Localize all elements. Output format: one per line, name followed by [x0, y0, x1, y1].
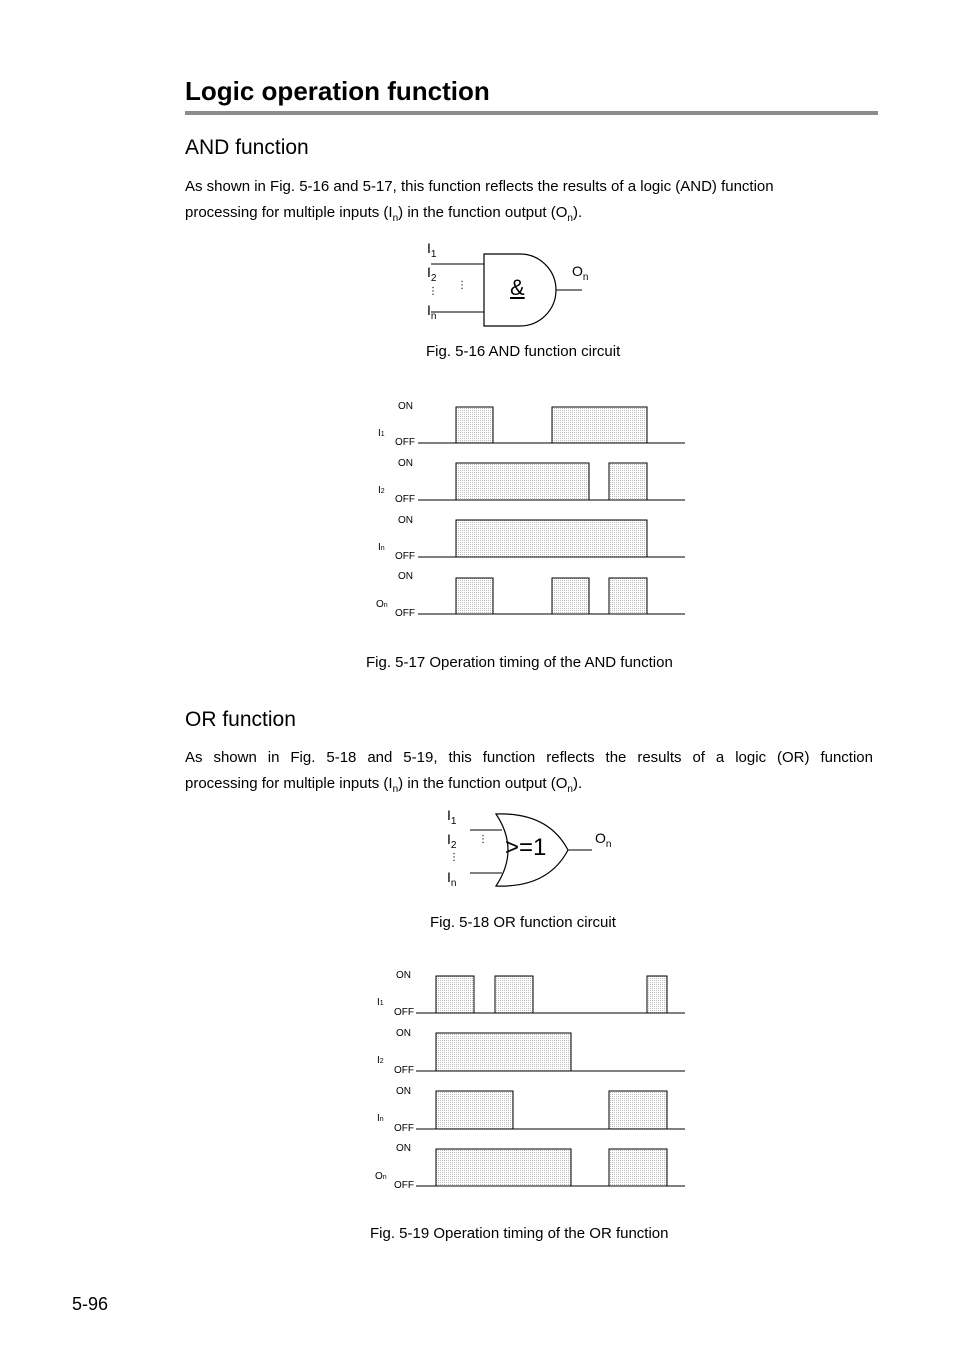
and-in-off-label: OFF	[395, 551, 415, 562]
or-i1-off-label: OFF	[394, 1007, 414, 1018]
and-paragraph-line2: processing for multiple inputs $(I_n)$ in the function output $(O_n)$.	[185, 204, 583, 224]
page-number: 5-96	[72, 1294, 109, 1314]
or-i1-pulse	[436, 976, 474, 1013]
or-gate-dots-inner: ⋮	[478, 834, 488, 845]
or-i1-signal-label: I1	[377, 997, 384, 1008]
and-heading: AND function	[185, 136, 309, 159]
and-in-signal-label: In	[378, 542, 385, 553]
and-on-on-label: ON	[398, 571, 413, 582]
and-gate-symbol: &	[510, 275, 525, 300]
or-i2-signal-label: I2	[377, 1055, 384, 1066]
or-paragraph-line1: As shown in Fig. 5-18 and 5-19, this function reflects the results of a logic (OR) function	[185, 749, 873, 766]
or-heading: OR function	[185, 708, 296, 731]
and-i2-on-label: ON	[398, 458, 413, 469]
and-circuit-caption: Fig. 5-16 AND function circuit	[426, 343, 621, 360]
or-in-off-label: OFF	[394, 1123, 414, 1134]
and-on-signal-label: On	[376, 599, 388, 610]
or-in-pulse	[436, 1091, 513, 1129]
or-gate-label-in: $I_n$	[447, 869, 457, 889]
and-i2-signal-label: I2	[378, 485, 385, 496]
and-gate-dots-left: ⋮	[428, 286, 438, 297]
or-gate-dots-left: ⋮	[449, 852, 459, 863]
and-timing-caption: Fig. 5-17 Operation timing of the AND function	[366, 654, 673, 671]
or-i1-pulse	[495, 976, 533, 1013]
and-gate-dots-inner: ⋮	[457, 280, 467, 291]
or-gate-symbol: >=1	[505, 834, 547, 861]
and-gate-label-on: $O_n$	[572, 263, 589, 283]
or-on-off-label: OFF	[394, 1180, 414, 1191]
or-paragraph-line2: processing for multiple inputs $(I_n)$ in the function output $(O_n)$.	[185, 775, 583, 795]
and-i2-off-label: OFF	[395, 494, 415, 505]
and-i1-signal-label: I1	[378, 428, 385, 439]
or-timing-row-i2	[416, 1033, 685, 1071]
or-timing-caption: Fig. 5-19 Operation timing of the OR function	[370, 1225, 669, 1242]
or-timing-row-on	[416, 1149, 685, 1186]
or-on-on-label: ON	[396, 1143, 411, 1154]
or-in-signal-label: In	[377, 1113, 384, 1124]
or-in-on-label: ON	[396, 1086, 411, 1097]
or-gate-label-on: $O_n$	[595, 830, 612, 850]
and-gate-label-i1: $I_1$	[427, 240, 437, 260]
or-on-pulse	[609, 1149, 667, 1186]
or-i2-off-label: OFF	[394, 1065, 414, 1076]
or-i1-on-label: ON	[396, 970, 411, 981]
or-on-pulse	[436, 1149, 571, 1186]
or-timing-row-i1	[416, 976, 685, 1013]
or-in-pulse	[609, 1091, 667, 1129]
and-gate-label-i2: $I_2$	[427, 264, 437, 284]
or-i2-pulse	[436, 1033, 571, 1071]
or-on-signal-label: On	[375, 1171, 387, 1182]
or-timing-row-in	[416, 1091, 685, 1129]
and-gate-label-in: $I_n$	[427, 302, 437, 322]
and-i1-on-label: ON	[398, 401, 413, 412]
and-i1-off-label: OFF	[395, 437, 415, 448]
and-paragraph-line1: As shown in Fig. 5-16 and 5-17, this function reflects the results of a logic (AND) function	[185, 178, 774, 195]
page-title: Logic operation function	[185, 76, 490, 106]
or-i2-on-label: ON	[396, 1028, 411, 1039]
or-gate-label-i2: $I_2$	[447, 831, 457, 851]
or-circuit-caption: Fig. 5-18 OR function circuit	[430, 914, 616, 931]
or-i1-pulse	[647, 976, 667, 1013]
and-in-on-label: ON	[398, 515, 413, 526]
and-on-off-label: OFF	[395, 608, 415, 619]
or-gate-label-i1: $I_1$	[447, 807, 457, 827]
